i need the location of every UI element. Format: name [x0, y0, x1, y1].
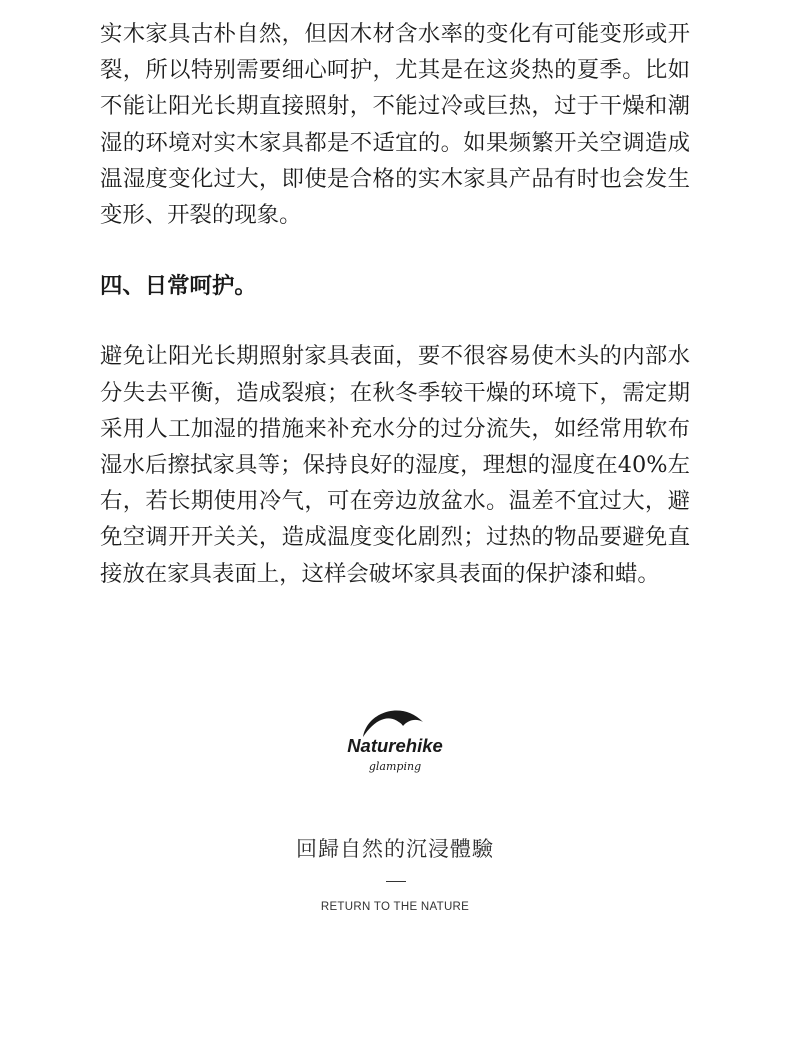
slogan-divider: [386, 881, 406, 882]
paragraph-daily-care: 避免让阳光长期照射家具表面，要不很容易使木头的内部水分失去平衡，造成裂痕；在秋冬季较干燥的环境下，需定期采用人工加湿的措施来补充水分的过分流失，如经常用软布湿水后擦拭家具等；保持良好的湿度，理想的湿度在40%左右，若长期使用冷气，可在旁边放盆水。温差不宜过大，避免空调开开关关，造成温度变化剧烈；过热的物品要避免直接放在家具表面上，这样会破坏家具表面的保护漆和蜡。: [100, 343, 690, 587]
paragraph-care-intro: 实木家具古朴自然，但因木材含水率的变化有可能变形或开裂，所以特别需要细心呵护，尤其是在这炎热的夏季。比如不能让阳光长期直接照射，不能过冷或巨热，过于干燥和潮湿的环境对实木家具都是不适宜的。如果频繁开关空调造成温湿度变化过大，即使是合格的实木家具产品有时也会发生变形、开裂的现象。: [100, 21, 690, 229]
section-heading-daily-care: 四、日常呵护。: [100, 273, 257, 300]
slogan-text: 回歸自然的沉浸體驗: [296, 837, 494, 861]
tagline-text: RETURN TO THE NATURE: [320, 900, 470, 914]
brand-subtitle: glamping: [368, 760, 422, 773]
brand-name: Naturehike: [347, 735, 443, 756]
naturehike-logo: [336, 700, 454, 778]
article-body: [100, 16, 690, 592]
